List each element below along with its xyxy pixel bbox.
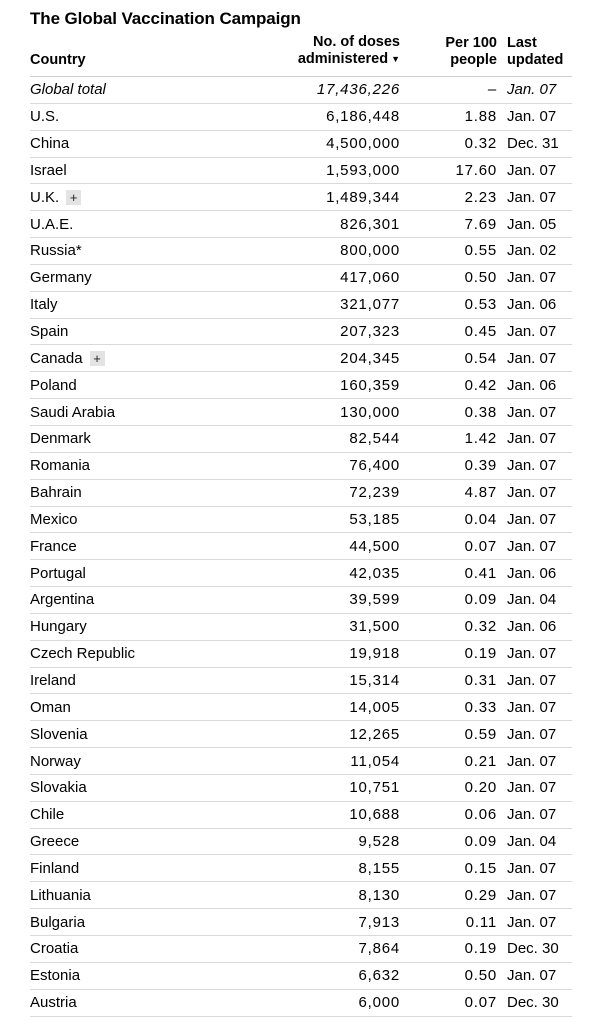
country-name: Ireland xyxy=(30,671,76,689)
country-cell xyxy=(30,108,250,125)
table-row xyxy=(30,909,572,936)
column-header-doses-line2: administered ▼ xyxy=(297,51,400,67)
country-cell xyxy=(30,377,250,394)
country-cell xyxy=(30,430,250,447)
country-cell xyxy=(30,484,250,501)
country-cell xyxy=(30,135,250,152)
country-name: Slovenia xyxy=(30,725,88,743)
per100-value: 0.15 xyxy=(464,859,497,877)
country-name: Greece xyxy=(30,833,80,851)
updated-value: Jan. 07 xyxy=(507,323,557,341)
doses-value: 207,323 xyxy=(340,323,400,341)
doses-value: 417,060 xyxy=(340,269,400,287)
per100-value: 0.45 xyxy=(464,323,497,341)
country-name: Oman xyxy=(30,698,71,716)
doses-value: 1,593,000 xyxy=(326,161,400,179)
country-cell xyxy=(30,162,250,179)
country-name: Chile xyxy=(30,806,65,824)
per100-value: 0.32 xyxy=(464,135,497,153)
updated-value: Jan. 07 xyxy=(507,403,557,421)
country-cell xyxy=(30,269,250,286)
doses-value: 7,913 xyxy=(358,913,400,931)
doses-value: 72,239 xyxy=(349,484,400,502)
updated-value: Jan. 07 xyxy=(507,484,557,502)
country-name: U.S. xyxy=(30,108,60,126)
updated-value: Jan. 07 xyxy=(507,108,557,126)
doses-value: 826,301 xyxy=(340,215,400,233)
country-cell xyxy=(30,242,250,259)
column-header-doses[interactable] xyxy=(250,34,400,69)
updated-value: Jan. 04 xyxy=(507,833,557,851)
table-row xyxy=(30,614,572,641)
per100-value: 0.07 xyxy=(464,537,497,555)
updated-value: Jan. 07 xyxy=(507,349,557,367)
doses-value: 82,544 xyxy=(349,430,400,448)
table-row xyxy=(30,775,572,802)
table-row xyxy=(30,721,572,748)
doses-value: 19,918 xyxy=(349,645,400,663)
table-row xyxy=(30,480,572,507)
updated-value: Jan. 07 xyxy=(507,967,557,985)
country-cell xyxy=(30,618,250,635)
country-name: Czech Republic xyxy=(30,645,136,663)
country-cell xyxy=(30,645,250,662)
per100-value: 4.87 xyxy=(464,484,497,502)
doses-value: 42,035 xyxy=(349,564,400,582)
table-row xyxy=(30,104,572,131)
country-name: Mexico xyxy=(30,510,78,528)
updated-value: Jan. 02 xyxy=(507,242,557,260)
table-header-row xyxy=(30,34,572,77)
country-name: Israel xyxy=(30,161,67,179)
per100-value: 0.59 xyxy=(464,725,497,743)
column-header-country-label: Country xyxy=(30,52,86,68)
column-header-country xyxy=(30,52,250,69)
country-cell xyxy=(30,699,250,716)
updated-value: Jan. 05 xyxy=(507,215,557,233)
doses-value: 10,751 xyxy=(349,779,400,797)
updated-value: Dec. 31 xyxy=(507,135,559,153)
updated-value: Jan. 07 xyxy=(507,645,557,663)
table-row xyxy=(30,936,572,963)
per100-value: 1.88 xyxy=(464,108,497,126)
per100-value: 0.53 xyxy=(464,296,497,314)
per100-value: 0.29 xyxy=(464,886,497,904)
doses-value: 15,314 xyxy=(349,671,400,689)
country-cell xyxy=(30,350,250,367)
country-name: Spain xyxy=(30,323,69,341)
country-cell xyxy=(30,940,250,957)
country-name: Hungary xyxy=(30,618,87,636)
country-name: Denmark xyxy=(30,430,91,448)
per100-value: 0.50 xyxy=(464,269,497,287)
per100-value: 0.09 xyxy=(464,591,497,609)
country-name: Canada xyxy=(30,349,83,367)
per100-value: 0.21 xyxy=(464,752,497,770)
country-name: Croatia xyxy=(30,940,79,958)
per100-value: 0.11 xyxy=(465,913,497,931)
updated-value: Jan. 07 xyxy=(507,188,557,206)
country-name: Finland xyxy=(30,859,80,877)
country-name: Slovakia xyxy=(30,779,87,797)
country-cell xyxy=(30,511,250,528)
country-cell xyxy=(30,967,250,984)
updated-value: Jan. 07 xyxy=(507,886,557,904)
per100-value: 0.41 xyxy=(464,564,497,582)
per100-value: 0.20 xyxy=(464,779,497,797)
table-row xyxy=(30,587,572,614)
country-name: Argentina xyxy=(30,591,95,609)
country-cell xyxy=(30,806,250,823)
country-cell xyxy=(30,538,250,555)
table-row xyxy=(30,802,572,829)
country-name: U.K. xyxy=(30,188,60,206)
per100-value: 0.06 xyxy=(464,806,497,824)
doses-value: 800,000 xyxy=(340,242,400,260)
table-row xyxy=(30,533,572,560)
table-row xyxy=(30,641,572,668)
doses-value: 321,077 xyxy=(340,296,400,314)
page-title: The Global Vaccination Campaign xyxy=(30,9,301,28)
per100-value: 0.42 xyxy=(464,376,497,394)
table-row xyxy=(30,668,572,695)
table-row xyxy=(30,560,572,587)
column-header-per100[interactable] xyxy=(400,35,497,69)
doses-value: 7,864 xyxy=(358,940,400,958)
per100-value: 2.23 xyxy=(464,188,497,206)
country-cell xyxy=(30,296,250,313)
table-body xyxy=(30,104,572,1017)
updated-value: Jan. 07 xyxy=(507,457,557,475)
doses-value: 8,155 xyxy=(358,859,400,877)
country-name: U.A.E. xyxy=(30,215,74,233)
updated-value: Jan. 07 xyxy=(507,537,557,555)
table-row xyxy=(30,453,572,480)
per100-value: 0.33 xyxy=(464,698,497,716)
total-row-label: Global total xyxy=(30,81,106,99)
country-cell xyxy=(30,860,250,877)
per100-value: 0.04 xyxy=(464,510,497,528)
updated-value: Jan. 06 xyxy=(507,376,557,394)
country-name: Estonia xyxy=(30,967,81,985)
table-row xyxy=(30,238,572,265)
country-cell xyxy=(30,726,250,743)
country-name: Romania xyxy=(30,457,91,475)
table-row xyxy=(30,507,572,534)
updated-value: Jan. 06 xyxy=(507,618,557,636)
doses-value: 76,400 xyxy=(349,457,400,475)
updated-value: Jan. 07 xyxy=(507,859,557,877)
country-cell xyxy=(30,914,250,931)
table-row xyxy=(30,345,572,372)
per100-value: 0.38 xyxy=(464,403,497,421)
country-cell xyxy=(30,591,250,608)
updated-value: Jan. 06 xyxy=(507,296,557,314)
per100-value: 0.19 xyxy=(464,645,497,663)
doses-value: 130,000 xyxy=(340,403,400,421)
country-cell xyxy=(30,672,250,689)
table-row xyxy=(30,694,572,721)
country-cell xyxy=(30,994,250,1011)
column-header-updated-line2: updated xyxy=(507,52,564,68)
doses-value: 1,489,344 xyxy=(326,188,400,206)
table-row xyxy=(30,855,572,882)
country-cell xyxy=(30,404,250,421)
doses-value: 11,054 xyxy=(350,752,400,770)
doses-value: 14,005 xyxy=(349,698,400,716)
country-cell xyxy=(30,457,250,474)
doses-value: 6,186,448 xyxy=(326,108,400,126)
expand-button[interactable]: + xyxy=(90,351,105,366)
per100-value: 0.09 xyxy=(464,833,497,851)
country-name: Italy xyxy=(30,296,58,314)
country-cell xyxy=(30,753,250,770)
table-row xyxy=(30,131,572,158)
updated-value: Jan. 07 xyxy=(507,725,557,743)
total-per100-value: – xyxy=(487,81,497,99)
column-header-updated[interactable] xyxy=(497,35,572,69)
doses-value: 6,632 xyxy=(358,967,400,985)
table-total-row xyxy=(30,77,572,104)
doses-value: 44,500 xyxy=(349,537,400,555)
updated-value: Jan. 06 xyxy=(507,564,557,582)
table-row xyxy=(30,184,572,211)
country-cell xyxy=(30,189,250,206)
country-name: France xyxy=(30,537,77,555)
table-row xyxy=(30,829,572,856)
table-row xyxy=(30,319,572,346)
country-cell xyxy=(30,565,250,582)
doses-value: 8,130 xyxy=(358,886,400,904)
doses-value: 9,528 xyxy=(358,833,400,851)
country-name: Bulgaria xyxy=(30,913,86,931)
table-row xyxy=(30,882,572,909)
country-name: Portugal xyxy=(30,564,86,582)
table-row xyxy=(30,963,572,990)
per100-value: 0.07 xyxy=(464,994,497,1012)
per100-value: 17.60 xyxy=(455,161,497,179)
per100-value: 0.54 xyxy=(464,349,497,367)
doses-value: 4,500,000 xyxy=(326,135,400,153)
updated-value: Jan. 07 xyxy=(507,161,557,179)
total-updated-value: Jan. 07 xyxy=(507,81,557,99)
updated-value: Jan. 07 xyxy=(507,806,557,824)
table-row xyxy=(30,211,572,238)
doses-value: 53,185 xyxy=(349,510,400,528)
total-doses-value: 17,436,226 xyxy=(316,81,400,99)
country-name: China xyxy=(30,135,70,153)
table-row xyxy=(30,372,572,399)
per100-value: 0.39 xyxy=(464,457,497,475)
table-row xyxy=(30,292,572,319)
country-name: Poland xyxy=(30,376,77,394)
doses-value: 6,000 xyxy=(358,994,400,1012)
vaccination-table xyxy=(30,34,572,1017)
table-row xyxy=(30,990,572,1017)
doses-value: 39,599 xyxy=(349,591,400,609)
table-row xyxy=(30,748,572,775)
updated-value: Jan. 07 xyxy=(507,752,557,770)
country-name: Bahrain xyxy=(30,484,82,502)
doses-value: 10,688 xyxy=(349,806,400,824)
updated-value: Jan. 07 xyxy=(507,698,557,716)
per100-value: 0.32 xyxy=(464,618,497,636)
column-header-per100-line2: people xyxy=(450,52,497,68)
doses-value: 204,345 xyxy=(340,349,400,367)
updated-value: Jan. 07 xyxy=(507,510,557,528)
doses-value: 12,265 xyxy=(349,725,400,743)
updated-value: Jan. 07 xyxy=(507,269,557,287)
updated-value: Dec. 30 xyxy=(507,940,559,958)
sort-desc-icon[interactable]: ▼ xyxy=(391,54,400,64)
country-name: Austria xyxy=(30,994,77,1012)
country-name: Russia* xyxy=(30,242,82,260)
per100-value: 1.42 xyxy=(464,430,497,448)
country-name: Saudi Arabia xyxy=(30,403,116,421)
doses-value: 160,359 xyxy=(340,376,400,394)
table-row xyxy=(30,426,572,453)
per100-value: 7.69 xyxy=(464,215,497,233)
column-header-doses-line1: No. of doses xyxy=(312,34,400,50)
per100-value: 0.55 xyxy=(464,242,497,260)
table-row xyxy=(30,399,572,426)
updated-value: Jan. 04 xyxy=(507,591,557,609)
country-name: Norway xyxy=(30,752,81,770)
per100-value: 0.19 xyxy=(464,940,497,958)
country-name: Germany xyxy=(30,269,92,287)
country-cell xyxy=(30,779,250,796)
updated-value: Jan. 07 xyxy=(507,430,557,448)
column-header-per100-line1: Per 100 xyxy=(445,35,497,51)
country-cell xyxy=(30,216,250,233)
updated-value: Jan. 07 xyxy=(507,913,557,931)
country-cell xyxy=(30,833,250,850)
expand-button[interactable]: + xyxy=(66,190,81,205)
country-cell xyxy=(30,887,250,904)
per100-value: 0.31 xyxy=(464,671,497,689)
country-cell xyxy=(30,323,250,340)
table-row xyxy=(30,265,572,292)
column-header-updated-line1: Last xyxy=(507,35,537,51)
doses-value: 31,500 xyxy=(349,618,400,636)
per100-value: 0.50 xyxy=(464,967,497,985)
updated-value: Jan. 07 xyxy=(507,779,557,797)
updated-value: Jan. 07 xyxy=(507,671,557,689)
updated-value: Dec. 30 xyxy=(507,994,559,1012)
country-name: Lithuania xyxy=(30,886,91,904)
table-row xyxy=(30,158,572,185)
